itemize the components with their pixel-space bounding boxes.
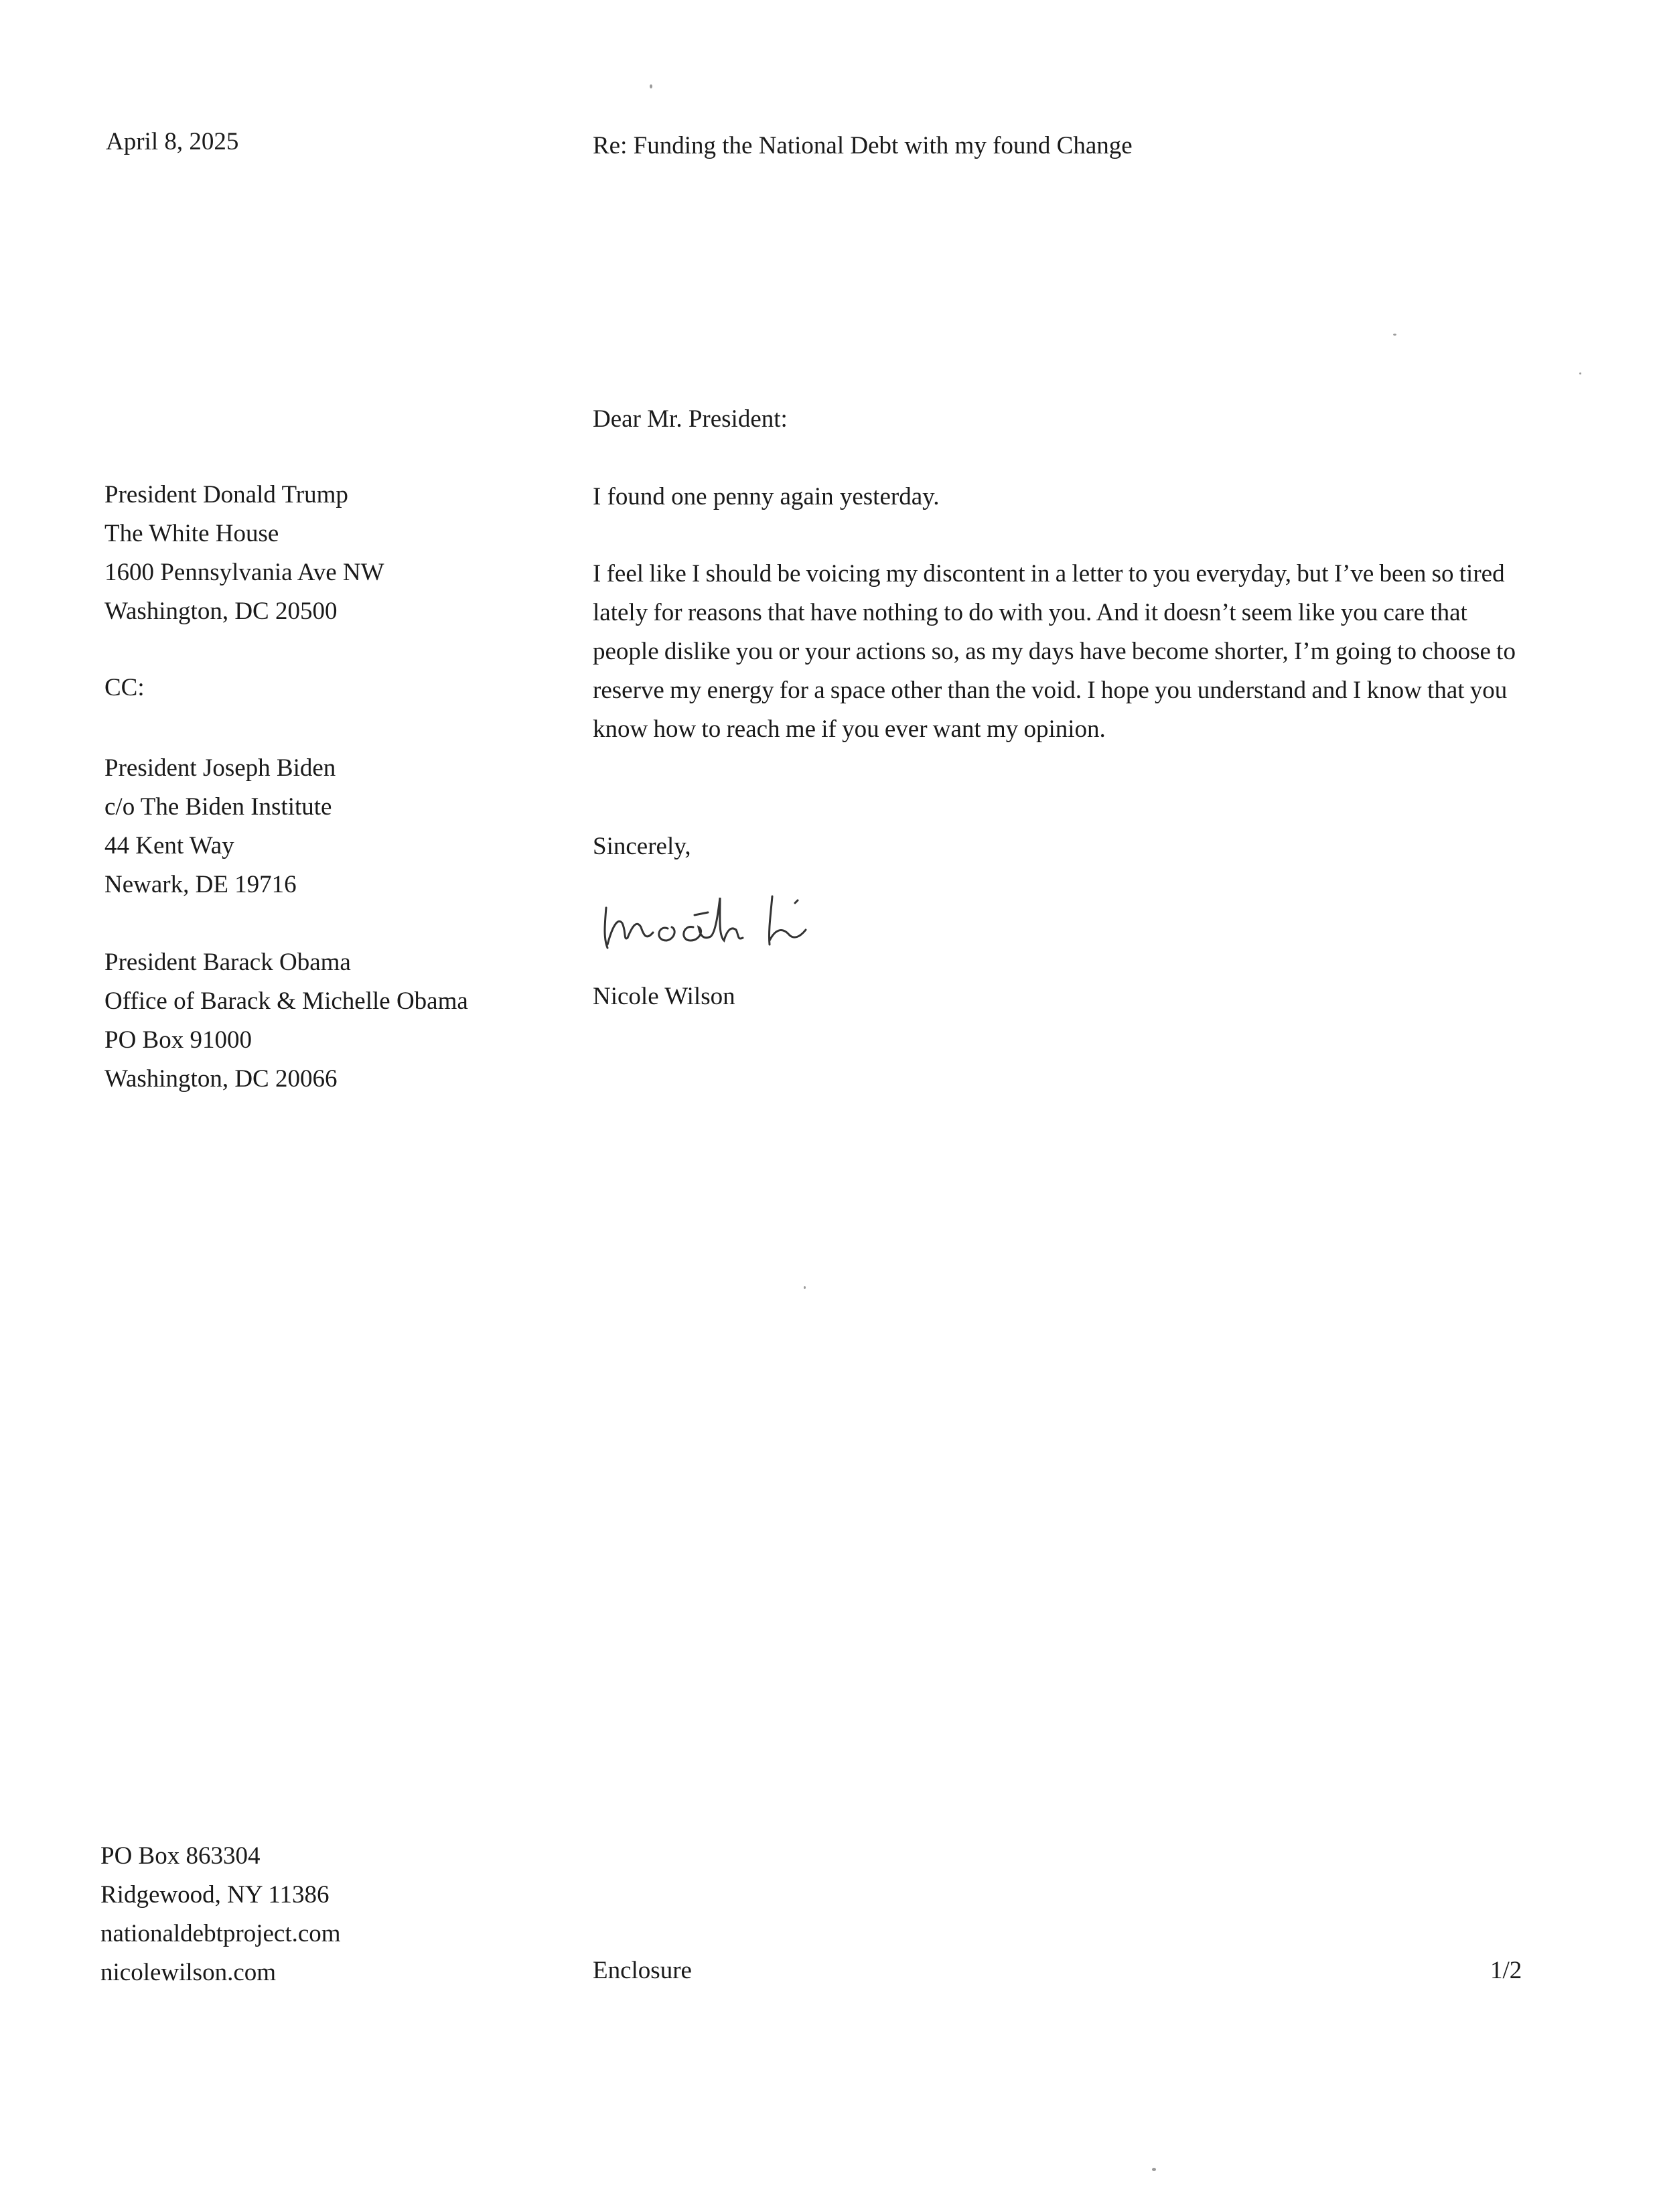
scan-speck	[804, 1286, 806, 1289]
sender-address	[100, 1837, 341, 1992]
recipient-line: The White House	[104, 520, 279, 547]
cc-line: Washington, DC 20066	[104, 1065, 338, 1093]
scan-speck	[650, 84, 652, 88]
signer-name: Nicole Wilson	[593, 983, 735, 1010]
cc-address-obama	[104, 943, 468, 1099]
scan-speck	[1152, 2168, 1156, 2171]
enclosure-note: Enclosure	[593, 1957, 692, 1984]
scan-speck	[1579, 372, 1581, 374]
cc-line: President Joseph Biden	[104, 754, 336, 782]
recipient-line: 1600 Pennsylvania Ave NW	[104, 559, 384, 586]
cc-line: c/o The Biden Institute	[104, 793, 332, 821]
sender-line: nicolewilson.com	[100, 1959, 277, 1986]
cc-label: CC:	[104, 674, 145, 701]
cc-line: Newark, DE 19716	[104, 871, 297, 898]
sender-line: Ridgewood, NY 11386	[100, 1881, 330, 1909]
body-paragraph-2: I feel like I should be voicing my discontent in a letter to you everyday, but I’ve been so tired lately for reasons that have nothing to do with you. And it doesn’t seem like you care that people dislike you or your actions so, as my days have become shorter, I’m going to choose to reserve my energy for a space other than the void. I hope you understand and I know that you know how to reach me if you ever want my opinion.	[593, 560, 1516, 743]
scan-speck	[1393, 334, 1396, 336]
cc-line: PO Box 91000	[104, 1026, 252, 1054]
letter-subject: Re: Funding the National Debt with my found Change	[593, 132, 1133, 159]
closing: Sincerely,	[593, 833, 691, 860]
salutation: Dear Mr. President:	[593, 405, 788, 433]
body-paragraph-1: I found one penny again yesterday.	[593, 483, 940, 510]
letter-date: April 8, 2025	[106, 128, 239, 155]
sender-line: PO Box 863304	[100, 1842, 261, 1870]
recipient-line: Washington, DC 20500	[104, 598, 338, 625]
cc-line: 44 Kent Way	[104, 832, 234, 859]
recipient-address	[104, 476, 384, 631]
page-number: 1/2	[1490, 1957, 1522, 1984]
cc-line: Office of Barack & Michelle Obama	[104, 987, 468, 1015]
sender-line: nationaldebtproject.com	[100, 1920, 341, 1947]
cc-address-biden	[104, 749, 336, 904]
signature-image	[593, 871, 887, 958]
cc-line: President Barack Obama	[104, 949, 351, 976]
recipient-line: President Donald Trump	[104, 481, 348, 508]
